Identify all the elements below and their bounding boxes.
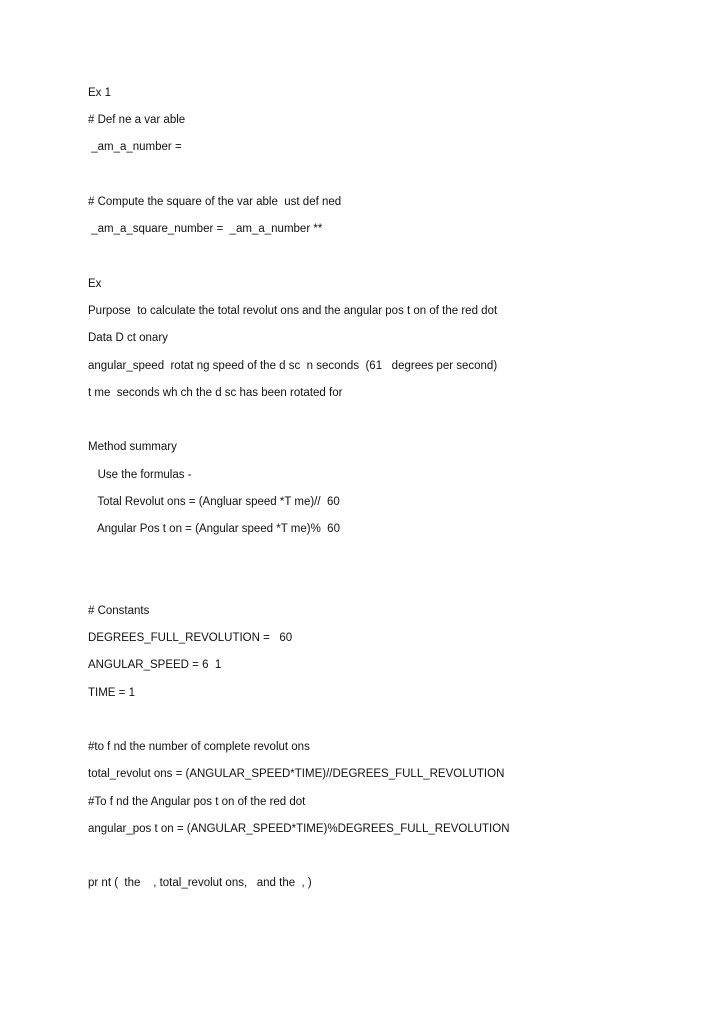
text-line-time-def: t me seconds wh ch the d sc has been rotated for [88,387,343,399]
text-line-use-formulas: Use the formulas - [88,469,192,481]
text-line-comment-define: # Def ne a var able [88,114,186,126]
text-line-comment-square: # Compute the square of the var able ust def ned [88,196,342,208]
text-line-square-assignment: _am_a_square_number = _am_a_number ** [88,223,323,235]
text-line-time-constant: TIME = 1 [88,687,135,699]
text-line-constants-comment: # Constants [88,605,150,617]
text-line-degrees-constant: DEGREES_FULL_REVOLUTION = 60 [88,632,293,644]
text-line-method-summary: Method summary [88,441,177,453]
text-line-find-position-comment: #To f nd the Angular pos t on of the red dot [88,796,306,808]
text-line-total-revolutions-formula: Total Revolut ons = (Angluar speed *T me)// 60 [88,496,340,508]
text-line-data-dictionary: Data D ct onary [88,332,168,344]
text-line-angular-position-code: angular_pos t on = (ANGULAR_SPEED*TIME)%DEGREES_FULL_REVOLUTION [88,823,510,835]
text-line-angular-position-formula: Angular Pos t on = (Angular speed *T me)% 60 [88,523,340,535]
text-line-number-assignment: _am_a_number = [88,141,182,153]
text-line-total-revolutions-code: total_revolut ons = (ANGULAR_SPEED*TIME)//DEGREES_FULL_REVOLUTION [88,768,505,780]
text-line-find-revolutions-comment: #to f nd the number of complete revolut ons [88,741,310,753]
text-line-purpose: Purpose to calculate the total revolut ons and the angular pos t on of the red dot [88,305,498,317]
text-line-angular-speed-constant: ANGULAR_SPEED = 6 1 [88,659,222,671]
text-line-ex1-heading: Ex 1 [88,87,112,99]
text-line-print-statement: pr nt ( the , total_revolut ons, and the , ) [88,877,312,889]
text-line-angular-speed-def: angular_speed rotat ng speed of the d sc n seconds (61 degrees per second) [88,360,498,372]
text-line-ex-heading: Ex [88,278,102,290]
